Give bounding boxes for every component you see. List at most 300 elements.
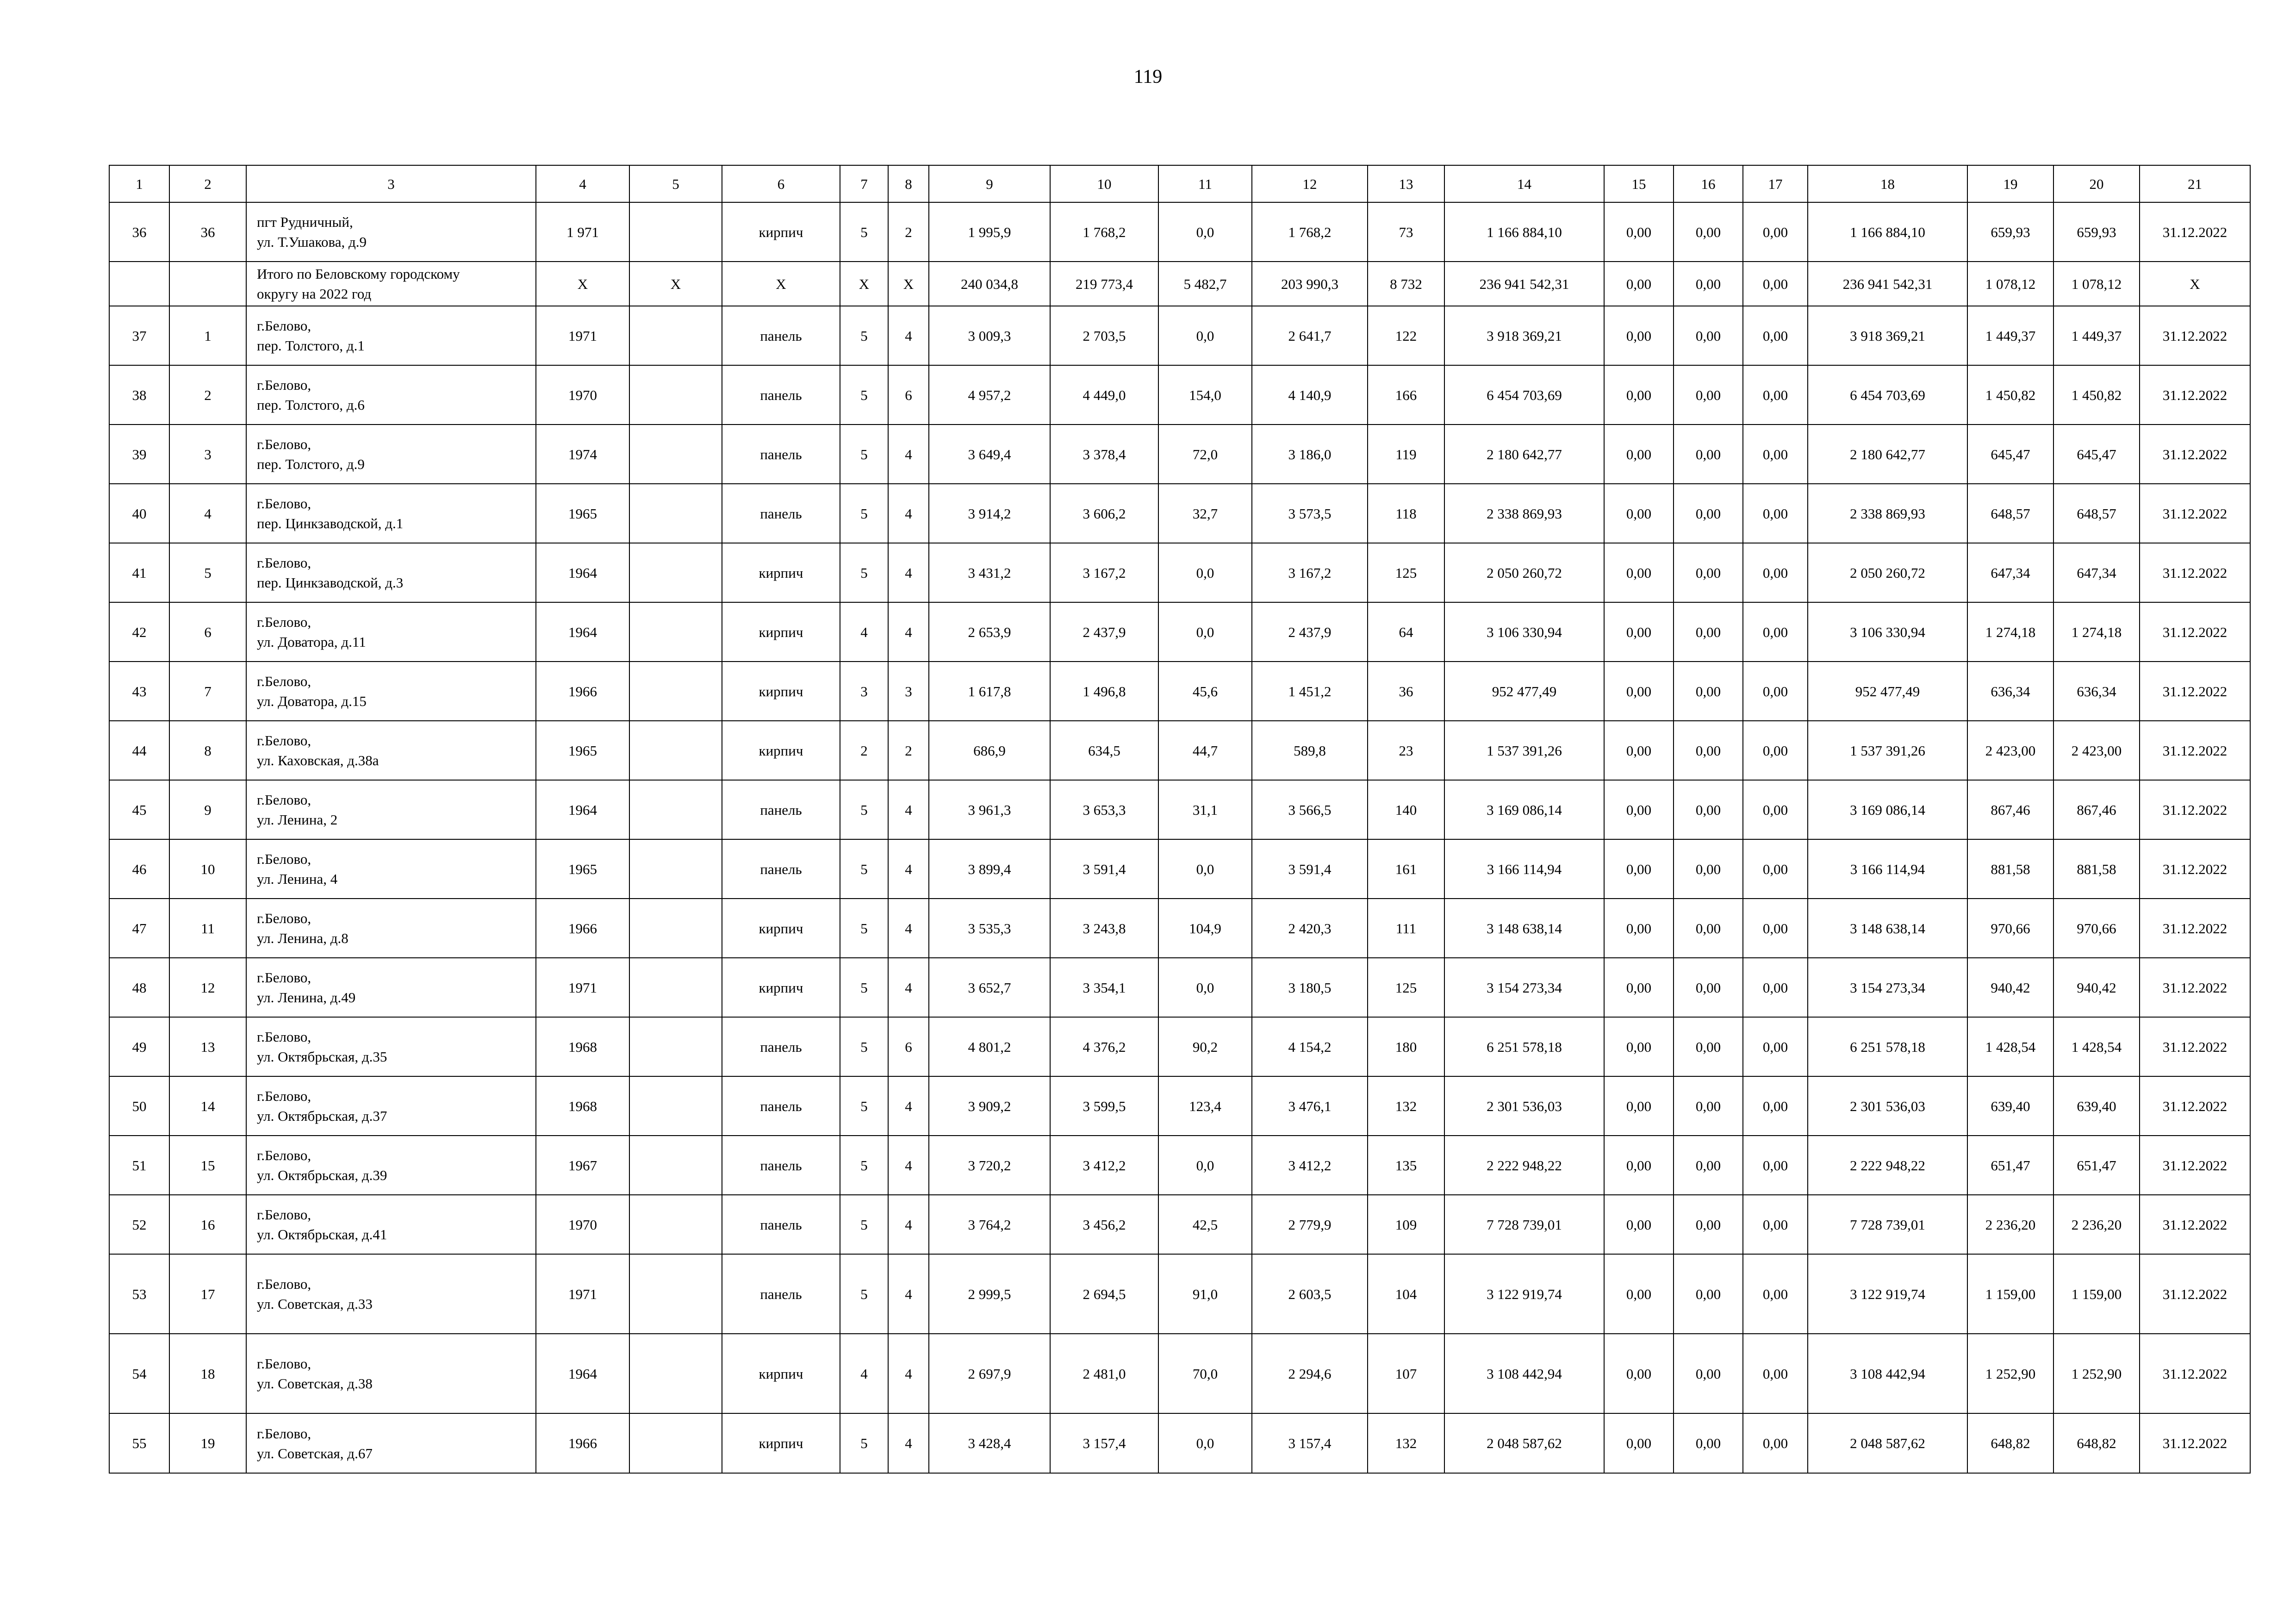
- table-cell: кирпич: [722, 899, 840, 958]
- column-header-2: 2: [169, 165, 246, 202]
- table-cell: 4: [888, 306, 929, 365]
- table-cell: 0,00: [1743, 1334, 1808, 1413]
- table-cell: 10: [169, 839, 246, 899]
- table-cell: 31.12.2022: [2140, 1254, 2250, 1334]
- table-cell: 3 106 330,94: [1444, 602, 1604, 662]
- table-cell: 970,66: [2053, 899, 2140, 958]
- table-cell: 5: [840, 202, 888, 262]
- table-cell: 4: [888, 425, 929, 484]
- table-cell: 2 999,5: [929, 1254, 1050, 1334]
- table-cell: 2 420,3: [1252, 899, 1368, 958]
- address-cell: Итого по Беловскому городскому округу на 2022 год: [246, 262, 536, 306]
- table-cell: 0,00: [1743, 365, 1808, 425]
- table-cell: 3 166 114,94: [1808, 839, 1967, 899]
- table-cell: 1967: [536, 1136, 629, 1195]
- table-cell: панель: [722, 1136, 840, 1195]
- table-cell: 54: [109, 1334, 169, 1413]
- table-cell: [629, 662, 722, 721]
- table-cell: 0,00: [1604, 721, 1674, 780]
- address-cell: г.Белово, пер. Толстого, д.6: [246, 365, 536, 425]
- table-cell: панель: [722, 365, 840, 425]
- table-cell: 1 537 391,26: [1808, 721, 1967, 780]
- table-row: [109, 202, 2250, 262]
- table-cell: 4: [888, 1334, 929, 1413]
- table-cell: 2 779,9: [1252, 1195, 1368, 1254]
- address-cell: г.Белово, пер. Толстого, д.1: [246, 306, 536, 365]
- table-cell: 2 338 869,93: [1808, 484, 1967, 543]
- table-row: [109, 543, 2250, 602]
- table-cell: 5: [840, 1254, 888, 1334]
- table-cell: 1 166 884,10: [1444, 202, 1604, 262]
- table-cell: 3: [840, 662, 888, 721]
- table-cell: 2 048 587,62: [1808, 1413, 1967, 1473]
- table-cell: кирпич: [722, 721, 840, 780]
- table-row: [109, 721, 2250, 780]
- table-cell: 1 617,8: [929, 662, 1050, 721]
- table-cell: 6 251 578,18: [1444, 1017, 1604, 1076]
- address-cell: г.Белово, ул. Октябрьская, д.41: [246, 1195, 536, 1254]
- table-cell: [629, 365, 722, 425]
- table-cell: 17: [169, 1254, 246, 1334]
- table-cell: 4: [888, 1136, 929, 1195]
- table-cell: 0,00: [1604, 1076, 1674, 1136]
- table-cell: 70,0: [1158, 1334, 1252, 1413]
- table-cell: 1 252,90: [1967, 1334, 2053, 1413]
- table-cell: 40: [109, 484, 169, 543]
- table-cell: 3 653,3: [1050, 780, 1158, 839]
- table-cell: панель: [722, 425, 840, 484]
- table-cell: 1966: [536, 899, 629, 958]
- table-cell: 5: [840, 306, 888, 365]
- table-cell: 1968: [536, 1017, 629, 1076]
- table-cell: 3 918 369,21: [1444, 306, 1604, 365]
- table-cell: 3 243,8: [1050, 899, 1158, 958]
- table-cell: 0,00: [1674, 1334, 1743, 1413]
- table-cell: 2 423,00: [1967, 721, 2053, 780]
- table-cell: 1964: [536, 543, 629, 602]
- table-cell: 2 236,20: [2053, 1195, 2140, 1254]
- table-cell: 0,00: [1674, 662, 1743, 721]
- table-cell: 3 591,4: [1050, 839, 1158, 899]
- table-row: [109, 1195, 2250, 1254]
- table-cell: Х: [840, 262, 888, 306]
- address-cell: г.Белово, ул. Советская, д.67: [246, 1413, 536, 1473]
- column-header-3: 3: [246, 165, 536, 202]
- table-cell: 634,5: [1050, 721, 1158, 780]
- table-cell: 55: [109, 1413, 169, 1473]
- table-cell: 648,57: [1967, 484, 2053, 543]
- table-cell: 0,00: [1743, 899, 1808, 958]
- table-row: [109, 662, 2250, 721]
- table-cell: 651,47: [2053, 1136, 2140, 1195]
- table-cell: Х: [536, 262, 629, 306]
- table-cell: 1 159,00: [2053, 1254, 2140, 1334]
- table-cell: 3 354,1: [1050, 958, 1158, 1017]
- table-cell: 18: [169, 1334, 246, 1413]
- table-cell: 1 252,90: [2053, 1334, 2140, 1413]
- table-cell: 3 167,2: [1050, 543, 1158, 602]
- table-cell: кирпич: [722, 602, 840, 662]
- table-cell: 132: [1368, 1076, 1444, 1136]
- table-cell: кирпич: [722, 202, 840, 262]
- address-cell: г.Белово, пер. Толстого, д.9: [246, 425, 536, 484]
- table-cell: 0,00: [1743, 1413, 1808, 1473]
- table-cell: 0,00: [1604, 306, 1674, 365]
- column-header-1: 1: [109, 165, 169, 202]
- table-cell: 90,2: [1158, 1017, 1252, 1076]
- table-cell: 5: [840, 958, 888, 1017]
- address-cell: г.Белово, ул. Советская, д.33: [246, 1254, 536, 1334]
- table-cell: 659,93: [2053, 202, 2140, 262]
- table-cell: 0,00: [1743, 543, 1808, 602]
- table-cell: 31.12.2022: [2140, 1195, 2250, 1254]
- table-cell: 4: [840, 602, 888, 662]
- table-cell: 970,66: [1967, 899, 2053, 958]
- table-cell: 2: [888, 721, 929, 780]
- table-cell: 2 048 587,62: [1444, 1413, 1604, 1473]
- table-cell: 0,00: [1674, 484, 1743, 543]
- table-cell: 111: [1368, 899, 1444, 958]
- table-cell: 2 050 260,72: [1444, 543, 1604, 602]
- table-cell: 1 768,2: [1252, 202, 1368, 262]
- table-cell: 119: [1368, 425, 1444, 484]
- table-cell: 0,0: [1158, 543, 1252, 602]
- table-cell: 46: [109, 839, 169, 899]
- table-cell: 43: [109, 662, 169, 721]
- table-cell: 12: [169, 958, 246, 1017]
- table-cell: 53: [109, 1254, 169, 1334]
- table-cell: 2 301 536,03: [1444, 1076, 1604, 1136]
- table-cell: 0,00: [1604, 1017, 1674, 1076]
- table-cell: панель: [722, 1195, 840, 1254]
- table-cell: 0,00: [1743, 958, 1808, 1017]
- table-cell: 1964: [536, 602, 629, 662]
- table-cell: 1 166 884,10: [1808, 202, 1967, 262]
- table-cell: 36: [169, 202, 246, 262]
- table-row: [109, 839, 2250, 899]
- table-cell: 5: [840, 839, 888, 899]
- table-cell: 2 641,7: [1252, 306, 1368, 365]
- table-cell: 4 376,2: [1050, 1017, 1158, 1076]
- table-cell: 4: [888, 899, 929, 958]
- address-cell: г.Белово, ул. Ленина, 2: [246, 780, 536, 839]
- table-cell: [629, 1334, 722, 1413]
- table-cell: 91,0: [1158, 1254, 1252, 1334]
- table-row: [109, 425, 2250, 484]
- table-cell: 952 477,49: [1808, 662, 1967, 721]
- table-cell: 1 496,8: [1050, 662, 1158, 721]
- column-header-10: 10: [1050, 165, 1158, 202]
- table-cell: панель: [722, 780, 840, 839]
- table-cell: 7: [169, 662, 246, 721]
- table-cell: 0,0: [1158, 202, 1252, 262]
- table-cell: 1 449,37: [1967, 306, 2053, 365]
- table-cell: 3 009,3: [929, 306, 1050, 365]
- table-cell: 1966: [536, 1413, 629, 1473]
- table-cell: 0,00: [1674, 958, 1743, 1017]
- table-cell: 1 078,12: [2053, 262, 2140, 306]
- table-cell: 7 728 739,01: [1808, 1195, 1967, 1254]
- column-header-17: 17: [1743, 165, 1808, 202]
- table-cell: 2 703,5: [1050, 306, 1158, 365]
- table-cell: 0,00: [1604, 602, 1674, 662]
- table-row: [109, 484, 2250, 543]
- table-cell: 0,0: [1158, 839, 1252, 899]
- table-cell: 48: [109, 958, 169, 1017]
- table-cell: 3 148 638,14: [1808, 899, 1967, 958]
- table-cell: 2 653,9: [929, 602, 1050, 662]
- table-cell: 867,46: [1967, 780, 2053, 839]
- table-cell: [629, 958, 722, 1017]
- table-row: [109, 780, 2250, 839]
- table-cell: 16: [169, 1195, 246, 1254]
- table-cell: 881,58: [2053, 839, 2140, 899]
- table-cell: 166: [1368, 365, 1444, 425]
- table-cell: 3 431,2: [929, 543, 1050, 602]
- column-header-4: 4: [536, 165, 629, 202]
- table-cell: [629, 425, 722, 484]
- table-cell: панель: [722, 484, 840, 543]
- table-cell: 3 476,1: [1252, 1076, 1368, 1136]
- column-header-13: 13: [1368, 165, 1444, 202]
- table-cell: 4: [888, 839, 929, 899]
- table-cell: 0,00: [1674, 306, 1743, 365]
- table-cell: 3 764,2: [929, 1195, 1050, 1254]
- table-cell: 0,00: [1674, 839, 1743, 899]
- table-row: [109, 306, 2250, 365]
- table-cell: 3 148 638,14: [1444, 899, 1604, 958]
- table-cell: 6: [888, 365, 929, 425]
- table-cell: 0,00: [1604, 365, 1674, 425]
- table-cell: 4: [888, 1076, 929, 1136]
- table-cell: 47: [109, 899, 169, 958]
- table-cell: 0,00: [1743, 839, 1808, 899]
- table-cell: [629, 721, 722, 780]
- table-cell: 1965: [536, 484, 629, 543]
- table-cell: 0,00: [1743, 425, 1808, 484]
- table-cell: 1 451,2: [1252, 662, 1368, 721]
- table-cell: панель: [722, 839, 840, 899]
- table-cell: 647,34: [1967, 543, 2053, 602]
- table-cell: 31.12.2022: [2140, 484, 2250, 543]
- table-cell: 3 428,4: [929, 1413, 1050, 1473]
- table-cell: 0,00: [1604, 662, 1674, 721]
- table-cell: 39: [109, 425, 169, 484]
- table-cell: 123,4: [1158, 1076, 1252, 1136]
- table-cell: 0,00: [1743, 1254, 1808, 1334]
- table-cell: 240 034,8: [929, 262, 1050, 306]
- table-cell: 31.12.2022: [2140, 899, 2250, 958]
- table-cell: 0,00: [1604, 543, 1674, 602]
- table-cell: 0,00: [1604, 202, 1674, 262]
- table-cell: 49: [109, 1017, 169, 1076]
- table-cell: 19: [169, 1413, 246, 1473]
- table-cell: 589,8: [1252, 721, 1368, 780]
- table-cell: [109, 262, 169, 306]
- table-cell: 5: [840, 1136, 888, 1195]
- table-cell: 203 990,3: [1252, 262, 1368, 306]
- table-cell: 122: [1368, 306, 1444, 365]
- table-cell: [629, 1195, 722, 1254]
- housing-register-table: [109, 165, 2251, 1474]
- table-cell: 3 573,5: [1252, 484, 1368, 543]
- table-cell: 1971: [536, 958, 629, 1017]
- table-cell: 3 180,5: [1252, 958, 1368, 1017]
- table-cell: 3 157,4: [1252, 1413, 1368, 1473]
- table-cell: 8: [169, 721, 246, 780]
- table-cell: 118: [1368, 484, 1444, 543]
- table-cell: 0,00: [1674, 1195, 1743, 1254]
- table-cell: 31.12.2022: [2140, 721, 2250, 780]
- table-row: [109, 1076, 2250, 1136]
- table-cell: 31.12.2022: [2140, 425, 2250, 484]
- table-cell: 636,34: [1967, 662, 2053, 721]
- table-cell: 64: [1368, 602, 1444, 662]
- table-cell: [629, 1136, 722, 1195]
- table-cell: 32,7: [1158, 484, 1252, 543]
- table-row: [109, 1254, 2250, 1334]
- table-row: [109, 899, 2250, 958]
- column-header-16: 16: [1674, 165, 1743, 202]
- table-cell: 31.12.2022: [2140, 202, 2250, 262]
- table-cell: 639,40: [1967, 1076, 2053, 1136]
- table-row: [109, 602, 2250, 662]
- table-cell: 0,00: [1674, 202, 1743, 262]
- table-cell: 2 437,9: [1252, 602, 1368, 662]
- table-cell: 236 941 542,31: [1444, 262, 1604, 306]
- table-cell: панель: [722, 1017, 840, 1076]
- table-cell: 5: [840, 425, 888, 484]
- table-cell: 154,0: [1158, 365, 1252, 425]
- table-cell: 2 437,9: [1050, 602, 1158, 662]
- table-cell: 0,00: [1674, 721, 1743, 780]
- table-cell: 2 694,5: [1050, 1254, 1158, 1334]
- address-cell: г.Белово, ул. Доватора, д.15: [246, 662, 536, 721]
- table-cell: 50: [109, 1076, 169, 1136]
- table-cell: 0,00: [1743, 262, 1808, 306]
- table-cell: 1 450,82: [2053, 365, 2140, 425]
- table-cell: 3 649,4: [929, 425, 1050, 484]
- table-cell: кирпич: [722, 662, 840, 721]
- table-cell: 4 801,2: [929, 1017, 1050, 1076]
- table-cell: 3 166 114,94: [1444, 839, 1604, 899]
- table-cell: 0,00: [1604, 899, 1674, 958]
- table-cell: 1966: [536, 662, 629, 721]
- table-cell: 2 481,0: [1050, 1334, 1158, 1413]
- table-cell: 5: [169, 543, 246, 602]
- table-cell: 3 157,4: [1050, 1413, 1158, 1473]
- table-cell: 648,82: [1967, 1413, 2053, 1473]
- table-cell: 1971: [536, 306, 629, 365]
- table-cell: 3 720,2: [929, 1136, 1050, 1195]
- table-cell: 31.12.2022: [2140, 1413, 2250, 1473]
- table-cell: 2 603,5: [1252, 1254, 1368, 1334]
- table-row: [109, 958, 2250, 1017]
- table-cell: 1 971: [536, 202, 629, 262]
- address-cell: г.Белово, ул. Октябрьская, д.37: [246, 1076, 536, 1136]
- table-cell: 0,00: [1604, 1413, 1674, 1473]
- table-cell: 1965: [536, 839, 629, 899]
- table-cell: 3 914,2: [929, 484, 1050, 543]
- table-cell: 940,42: [1967, 958, 2053, 1017]
- table-cell: 45,6: [1158, 662, 1252, 721]
- table-cell: 3 108 442,94: [1444, 1334, 1604, 1413]
- column-header-8: 8: [888, 165, 929, 202]
- table-cell: 4 140,9: [1252, 365, 1368, 425]
- table-cell: 686,9: [929, 721, 1050, 780]
- table-cell: 6: [888, 1017, 929, 1076]
- table-cell: 0,00: [1743, 721, 1808, 780]
- table-cell: 2 180 642,77: [1444, 425, 1604, 484]
- table-cell: 0,00: [1743, 662, 1808, 721]
- column-header-6: 6: [722, 165, 840, 202]
- table-cell: 1974: [536, 425, 629, 484]
- table-cell: 0,00: [1674, 365, 1743, 425]
- table-cell: [629, 202, 722, 262]
- table-cell: кирпич: [722, 1334, 840, 1413]
- address-cell: г.Белово, пер. Цинкзаводской, д.3: [246, 543, 536, 602]
- table-cell: [629, 1254, 722, 1334]
- table-cell: 4: [840, 1334, 888, 1413]
- table-cell: 3 167,2: [1252, 543, 1368, 602]
- table-cell: 0,00: [1604, 1195, 1674, 1254]
- table-cell: 31.12.2022: [2140, 1076, 2250, 1136]
- table-cell: кирпич: [722, 1413, 840, 1473]
- table-cell: 2: [840, 721, 888, 780]
- table-cell: 31.12.2022: [2140, 839, 2250, 899]
- table-cell: 0,00: [1674, 899, 1743, 958]
- table-cell: Х: [722, 262, 840, 306]
- table-cell: 0,00: [1604, 425, 1674, 484]
- table-cell: 647,34: [2053, 543, 2140, 602]
- table-cell: 3 961,3: [929, 780, 1050, 839]
- column-number-header-row: [109, 165, 2250, 202]
- table-cell: 3 606,2: [1050, 484, 1158, 543]
- table-cell: 1: [169, 306, 246, 365]
- table-cell: 0,00: [1674, 1254, 1743, 1334]
- table-cell: 940,42: [2053, 958, 2140, 1017]
- column-header-20: 20: [2053, 165, 2140, 202]
- table-cell: 1970: [536, 365, 629, 425]
- column-header-14: 14: [1444, 165, 1604, 202]
- table-cell: 0,00: [1604, 958, 1674, 1017]
- table-cell: 3 535,3: [929, 899, 1050, 958]
- table-cell: [629, 543, 722, 602]
- table-cell: кирпич: [722, 543, 840, 602]
- table-cell: 3: [169, 425, 246, 484]
- table-cell: [629, 484, 722, 543]
- table-cell: 2 222 948,22: [1444, 1136, 1604, 1195]
- table-cell: 0,00: [1674, 1413, 1743, 1473]
- table-cell: 4: [888, 1413, 929, 1473]
- table-cell: 5: [840, 365, 888, 425]
- table-cell: 31.12.2022: [2140, 958, 2250, 1017]
- column-header-18: 18: [1808, 165, 1967, 202]
- table-cell: 2 236,20: [1967, 1195, 2053, 1254]
- table-cell: 1 078,12: [1967, 262, 2053, 306]
- table-cell: 0,00: [1743, 602, 1808, 662]
- table-cell: 3 122 919,74: [1444, 1254, 1604, 1334]
- table-cell: 0,00: [1743, 1195, 1808, 1254]
- table-cell: 3 106 330,94: [1808, 602, 1967, 662]
- table-cell: 4: [888, 1254, 929, 1334]
- table-cell: 2: [888, 202, 929, 262]
- table-cell: 132: [1368, 1413, 1444, 1473]
- column-header-19: 19: [1967, 165, 2053, 202]
- table-cell: 5: [840, 1195, 888, 1254]
- table-cell: [629, 839, 722, 899]
- table-cell: 135: [1368, 1136, 1444, 1195]
